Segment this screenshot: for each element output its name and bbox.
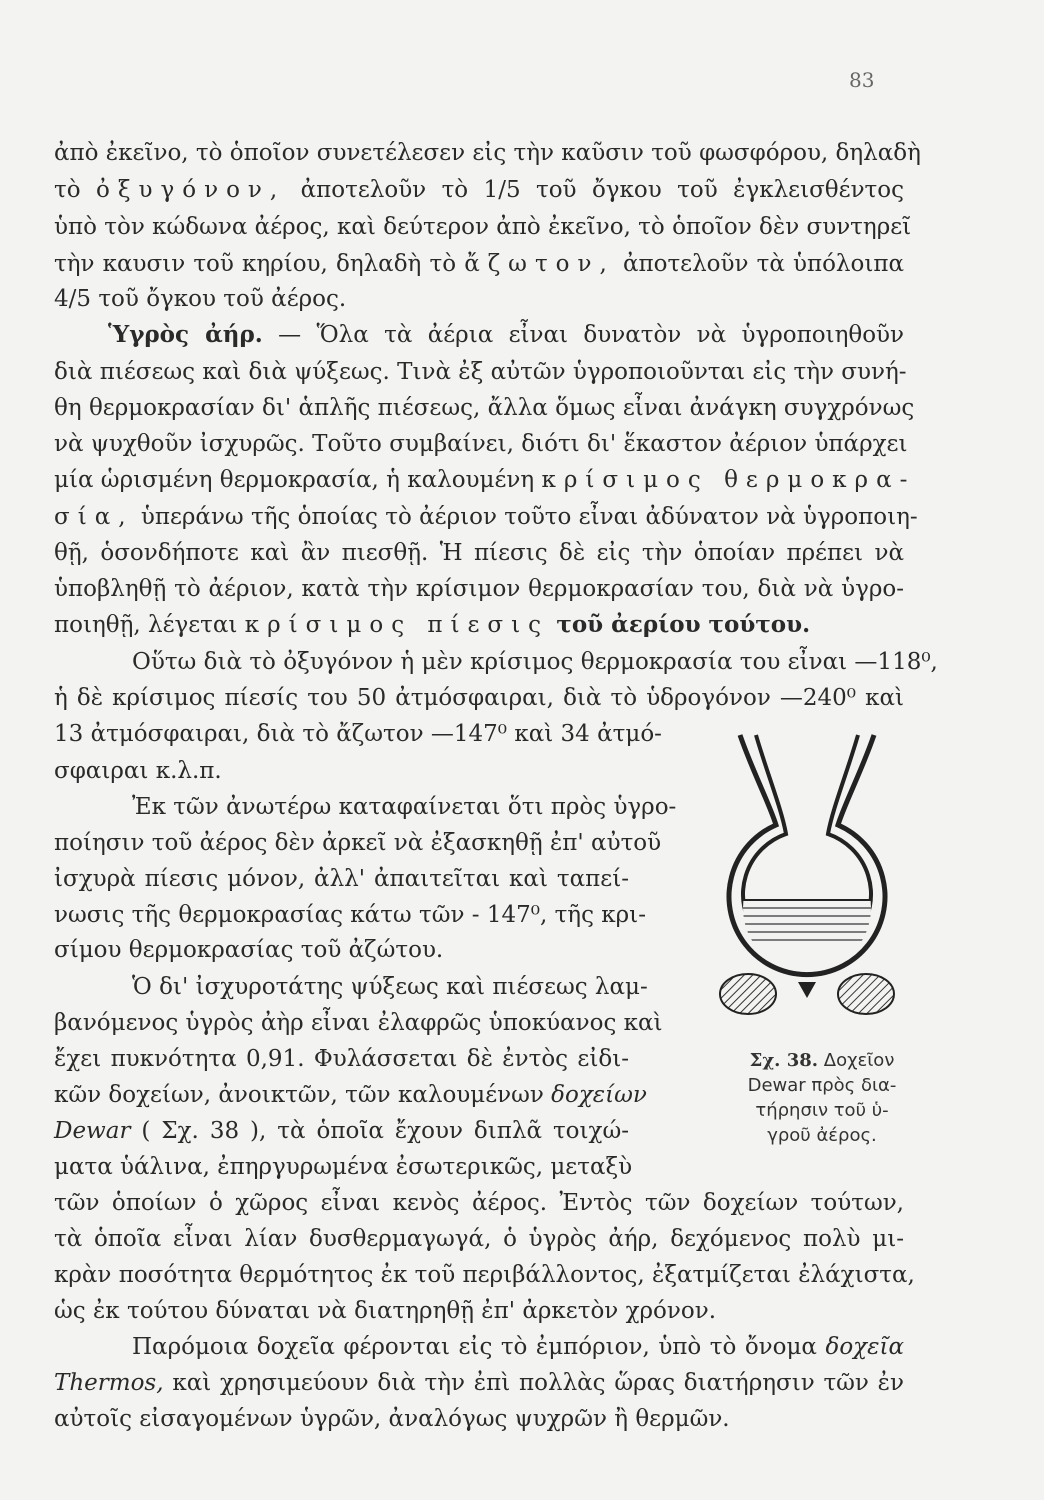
text-line xyxy=(54,175,904,205)
text-span: τὸ xyxy=(54,177,81,203)
text-span: καὶ χρησιμεύουν διὰ τὴν ἐπὶ πολλὰς ὥρας διατήρησιν τῶν ἐν xyxy=(172,1370,905,1396)
text-line: νὰ ψυχθοῦν ἰσχυρῶς. Τοῦτο συμβαίνει, διότι δι' ἕκαστον ἀέριον ὑπάρχει xyxy=(54,431,908,457)
text-span: ποιηθῇ, λέγεται xyxy=(54,612,238,638)
text-line xyxy=(54,502,918,532)
caption-line: γροῦ ἀέρος. xyxy=(767,1125,877,1146)
text-span: Παρόμοια δοχεῖα φέρονται εἰς τὸ ἐμπόριον, ὑπὸ τὸ ὄνομα xyxy=(132,1334,817,1360)
text-line: ματα ὑάλινα, ἐπηργυρωμένα ἐσωτερικῶς, μεταξὺ xyxy=(54,1154,633,1180)
text-line: τῶν ὁποίων ὁ χῶρος εἶναι κενὸς ἀέρος. Ἐντὸς τῶν δοχείων τούτων, xyxy=(54,1190,904,1216)
emphasized-term: σία, xyxy=(54,504,134,530)
text-line: κρὰν ποσότητα θερμότητος ἐκ τοῦ περιβάλλοντος, ἐξατμίζεται ἐλάχιστα, xyxy=(54,1262,915,1288)
text-line xyxy=(54,320,904,350)
italic-term: δοχείων xyxy=(551,1082,647,1108)
emphasized-term: κρίσιμος θερμοκρα- xyxy=(541,467,916,493)
text-line xyxy=(54,1332,904,1362)
text-line: θῇ, ὁσονδήποτε καὶ ἂν πιεσθῇ. Ἡ πίεσις δὲ εἰς τὴν ὁποίαν πρέπει νὰ xyxy=(54,540,904,566)
text-span: ( Σχ. 38 ), τὰ ὁποῖα ἔχουν διπλᾶ τοιχώ- xyxy=(141,1118,630,1144)
italic-term: Thermos, xyxy=(54,1370,164,1396)
text-line: ἡ δὲ κρίσιμος πίεσίς του 50 ἀτμόσφαιραι, διὰ τὸ ὑδρογόνον —240⁰ καὶ xyxy=(54,685,904,711)
emphasized-term: ὀξυγόνον, xyxy=(96,177,286,203)
figure-caption xyxy=(722,1048,922,1148)
text-line: Ὁ δι' ἰσχυροτάτης ψύξεως καὶ πιέσεως λαμ- xyxy=(132,974,648,1000)
italic-term: Dewar xyxy=(54,1118,131,1144)
text-span: τοῦ ἀερίου τούτου. xyxy=(556,611,811,638)
text-line xyxy=(54,1116,629,1146)
section-heading: Ὑγρὸς ἀήρ. xyxy=(108,321,263,348)
text-span: — Ὅλα τὰ ἀέρια εἶναι δυνατὸν νὰ ὑγροποιηθοῦν xyxy=(278,322,905,348)
italic-term: δοχεῖα xyxy=(825,1334,904,1360)
text-line: βανόμενος ὑγρὸς ἀὴρ εἶναι ἐλαφρῶς ὑποκύανος καὶ xyxy=(54,1010,663,1036)
caption-line xyxy=(722,1048,922,1073)
text-line xyxy=(54,1368,904,1398)
text-span: ὑπεράνω τῆς ὁποίας τὸ ἀέριον τοῦτο εἶναι ἀδύνατον νὰ ὑγροποιη- xyxy=(140,504,918,530)
dewar-flask-figure xyxy=(700,730,915,1030)
text-line: ἰσχυρὰ πίεσις μόνον, ἀλλ' ἀπαιτεῖται καὶ ταπεί- xyxy=(54,866,629,892)
support-left xyxy=(720,974,776,1014)
text-line: τὰ ὁποῖα εἶναι λίαν δυσθερμαγωγά, ὁ ὑγρὸς ἀήρ, δεχόμενος πολὺ μι- xyxy=(54,1226,904,1252)
flask-tip xyxy=(798,982,816,998)
text-line: ἔχει πυκνότητα 0,91. Φυλάσσεται δὲ ἐντὸς εἰδι- xyxy=(54,1046,629,1072)
text-span: ἀποτελοῦν τὸ 1/5 τοῦ ὄγκου τοῦ ἐγκλεισθέντος xyxy=(300,177,905,203)
caption-text: Δοχεῖον xyxy=(823,1050,895,1071)
text-line: Οὕτω διὰ τὸ ὀξυγόνον ἡ μὲν κρίσιμος θερμοκρασία του εἶναι —118⁰, xyxy=(132,649,938,675)
text-line: θη θερμοκρασίαν δι' ἁπλῆς πιέσεως, ἄλλα ὅμως εἶναι ἀνάγκη συγχρόνως xyxy=(54,395,915,421)
emphasized-term: ἄζωτον, xyxy=(464,251,615,277)
text-line: 13 ἀτμόσφαιραι, διὰ τὸ ἄζωτον —147⁰ καὶ 34 ἀτμό- xyxy=(54,721,662,747)
text-line: 4/5 τοῦ ὄγκου τοῦ ἀέρος. xyxy=(54,286,347,312)
text-line: ὡς ἐκ τούτου δύναται νὰ διατηρηθῇ ἐπ' ἀρκετὸν χρόνον. xyxy=(54,1298,717,1324)
text-span: τὴν καυσιν τοῦ κηρίου, δηλαδὴ τὸ xyxy=(54,251,457,277)
text-line: ὑπὸ τὸν κώδωνα ἀέρος, καὶ δεύτερον ἀπὸ ἐκεῖνο, τὸ ὁποῖον δὲν συντηρεῖ xyxy=(54,214,912,240)
emphasized-term: κρίσιμος πίεσις xyxy=(244,612,550,638)
text-line xyxy=(54,1080,647,1110)
caption-line: τήρησιν τοῦ ὑ- xyxy=(755,1100,889,1121)
text-line xyxy=(54,249,904,279)
caption-line: Dewar πρὸς δια- xyxy=(747,1075,897,1096)
text-line: σίμου θερμοκρασίας τοῦ ἀζώτου. xyxy=(54,937,444,963)
text-line: ἀπὸ ἐκεῖνο, τὸ ὁποῖον συνετέλεσεν εἰς τὴν καῦσιν τοῦ φωσφόρου, δηλαδὴ xyxy=(54,140,921,166)
text-line xyxy=(54,610,904,640)
support-right xyxy=(838,974,894,1014)
text-span: κῶν δοχείων, ἀνοικτῶν, τῶν καλουμένων xyxy=(54,1082,544,1108)
figure-label: Σχ. 38. xyxy=(749,1050,819,1071)
text-span: ἀποτελοῦν τὰ ὑπόλοιπα xyxy=(622,251,905,277)
page-number: 83 xyxy=(849,68,875,92)
text-line: διὰ πιέσεως καὶ διὰ ψύξεως. Τινὰ ἐξ αὐτῶν ὑγροποιοῦνται εἰς τὴν συνή- xyxy=(54,359,907,385)
text-span: μία ὡρισμένη θερμοκρασία, ἡ καλουμένη xyxy=(54,467,535,493)
text-line: νωσις τῆς θερμοκρασίας κάτω τῶν - 147⁰, τῆς κρι- xyxy=(54,902,646,928)
text-line: αὐτοῖς εἰσαγομένων ὑγρῶν, ἀναλόγως ψυχρῶν ἢ θερμῶν. xyxy=(54,1406,730,1432)
text-line: ποίησιν τοῦ ἀέρος δὲν ἀρκεῖ νὰ ἐξασκηθῇ ἐπ' αὐτοῦ xyxy=(54,830,662,856)
text-line: σφαιραι κ.λ.π. xyxy=(54,758,222,784)
text-line: ὑποβληθῇ τὸ ἀέριον, κατὰ τὴν κρίσιμον θερμοκρασίαν του, διὰ νὰ ὑγρο- xyxy=(54,576,904,602)
liquid-air xyxy=(740,900,880,980)
text-line xyxy=(54,465,916,495)
text-line: Ἐκ τῶν ἀνωτέρω καταφαίνεται ὅτι πρὸς ὑγρο- xyxy=(132,794,677,820)
